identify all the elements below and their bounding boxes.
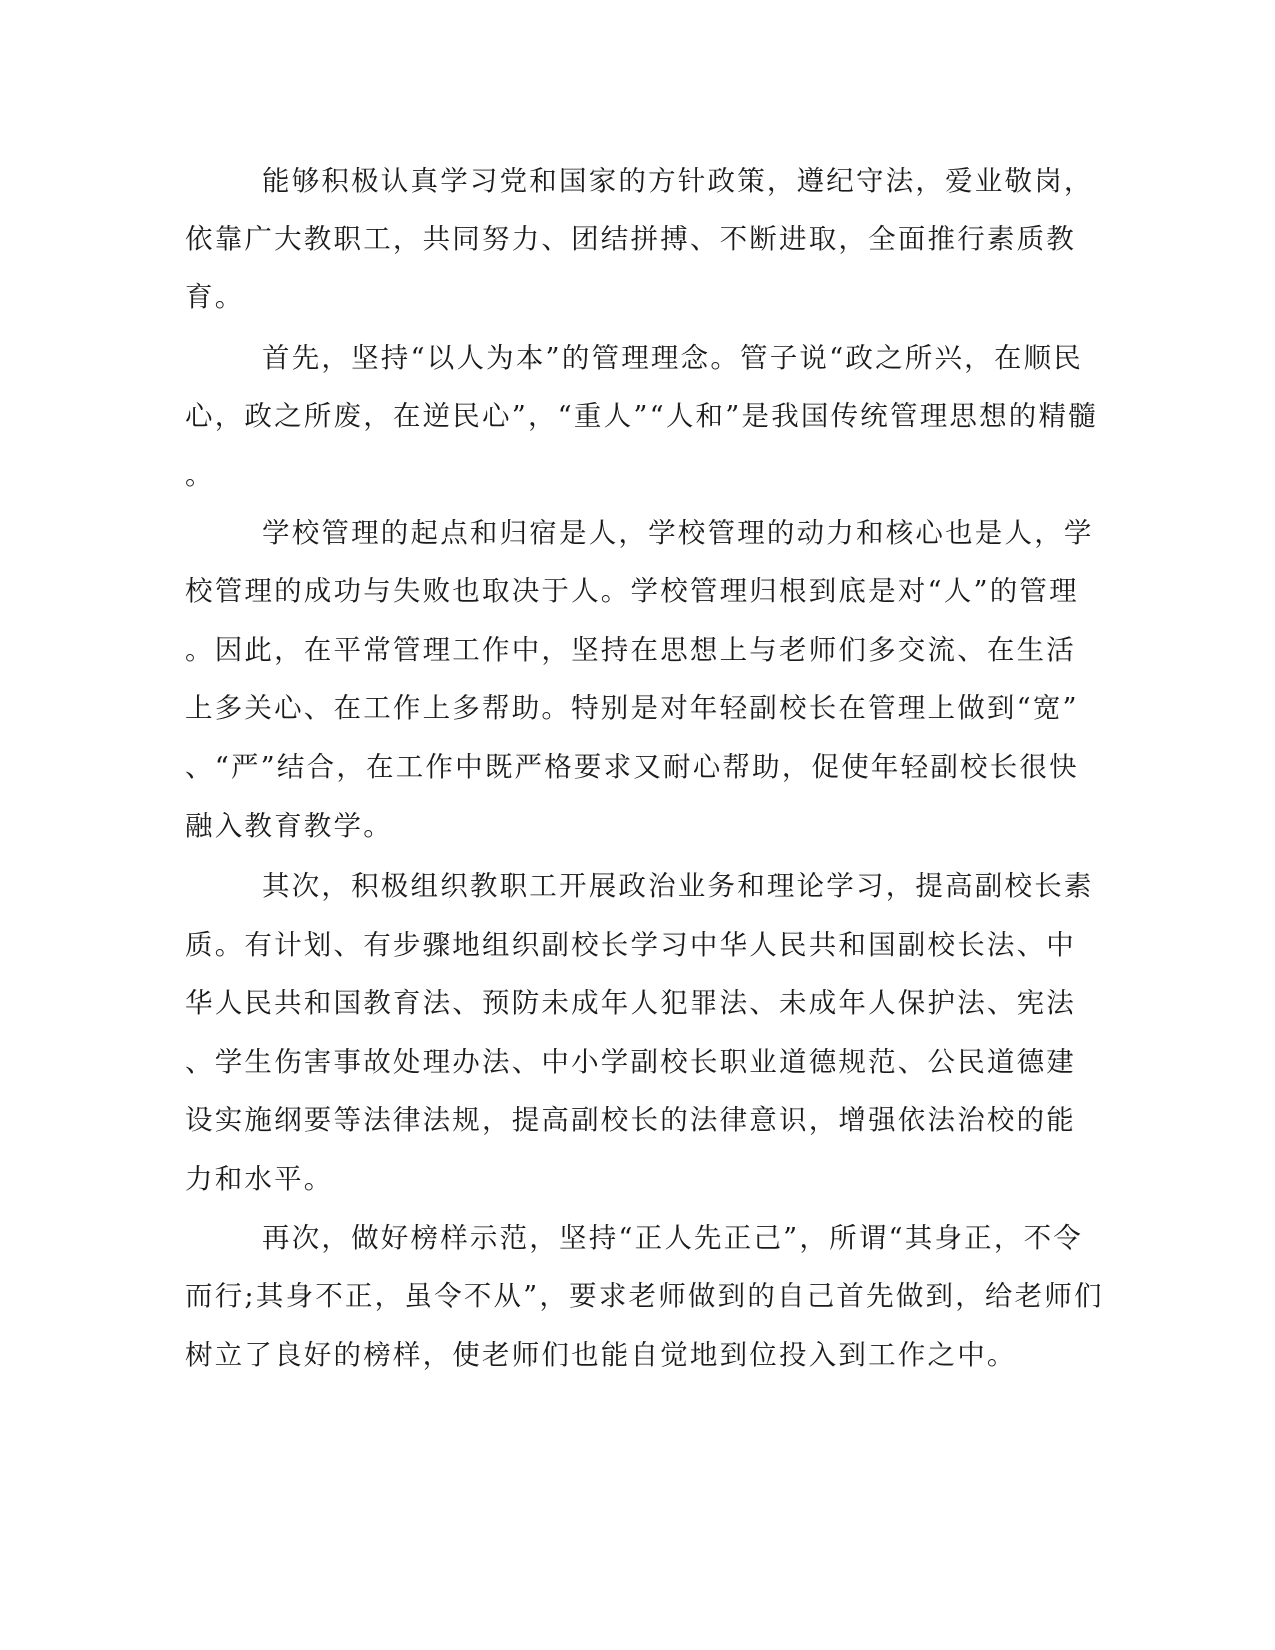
paragraph-5-line-2: 而行;其身不正，虽令不从”，要求老师做到的自己首先做到，给老师们 [185, 1280, 1104, 1312]
paragraph-2-line-1: 首先，坚持“以人为本”的管理理念。管子说“政之所兴，在顺民 [262, 342, 1083, 374]
paragraph-1-line-3: 育。 [185, 281, 245, 313]
paragraph-2-line-2: 心，政之所废，在逆民心”，“重人”“人和”是我国传统管理思想的精髓 [185, 400, 1098, 432]
paragraph-3-line-4: 上多关心、在工作上多帮助。特别是对年轻副校长在管理上做到“宽” [185, 692, 1079, 724]
paragraph-3-line-1: 学校管理的起点和归宿是人，学校管理的动力和核心也是人，学 [262, 517, 1094, 549]
paragraph-3-line-6: 融入教育教学。 [185, 810, 393, 842]
paragraph-3-line-2: 校管理的成功与失败也取决于人。学校管理归根到底是对“人”的管理 [185, 575, 1079, 607]
paragraph-2-line-3: 。 [185, 459, 215, 491]
paragraph-1-line-1: 能够积极认真学习党和国家的方针政策，遵纪守法，爱业敬岗， [262, 165, 1094, 197]
paragraph-4-line-5: 设实施纲要等法律法规，提高副校长的法律意识，增强依法治校的能 [185, 1104, 1076, 1136]
paragraph-1-line-2: 依靠广大教职工，共同努力、团结拼搏、不断进取，全面推行素质教 [185, 223, 1076, 255]
paragraph-5-line-3: 树立了良好的榜样，使老师们也能自觉地到位投入到工作之中。 [185, 1339, 1017, 1371]
paragraph-3-line-5: 、“严”结合，在工作中既严格要求又耐心帮助，促使年轻副校长很快 [185, 751, 1079, 783]
paragraph-5-line-1: 再次，做好榜样示范，坚持“正人先正己”，所谓“其身正，不令 [262, 1222, 1083, 1254]
paragraph-4-line-6: 力和水平。 [185, 1163, 334, 1195]
paragraph-4-line-4: 、学生伤害事故处理办法、中小学副校长职业道德规范、公民道德建 [185, 1046, 1076, 1078]
paragraph-4-line-1: 其次，积极组织教职工开展政治业务和理论学习，提高副校长素 [262, 870, 1094, 902]
paragraph-3-line-3: 。因此，在平常管理工作中，坚持在思想上与老师们多交流、在生活 [185, 634, 1076, 666]
paragraph-4-line-2: 质。有计划、有步骤地组织副校长学习中华人民共和国副校长法、中 [185, 929, 1076, 961]
paragraph-4-line-3: 华人民共和国教育法、预防未成年人犯罪法、未成年人保护法、宪法 [185, 987, 1076, 1019]
